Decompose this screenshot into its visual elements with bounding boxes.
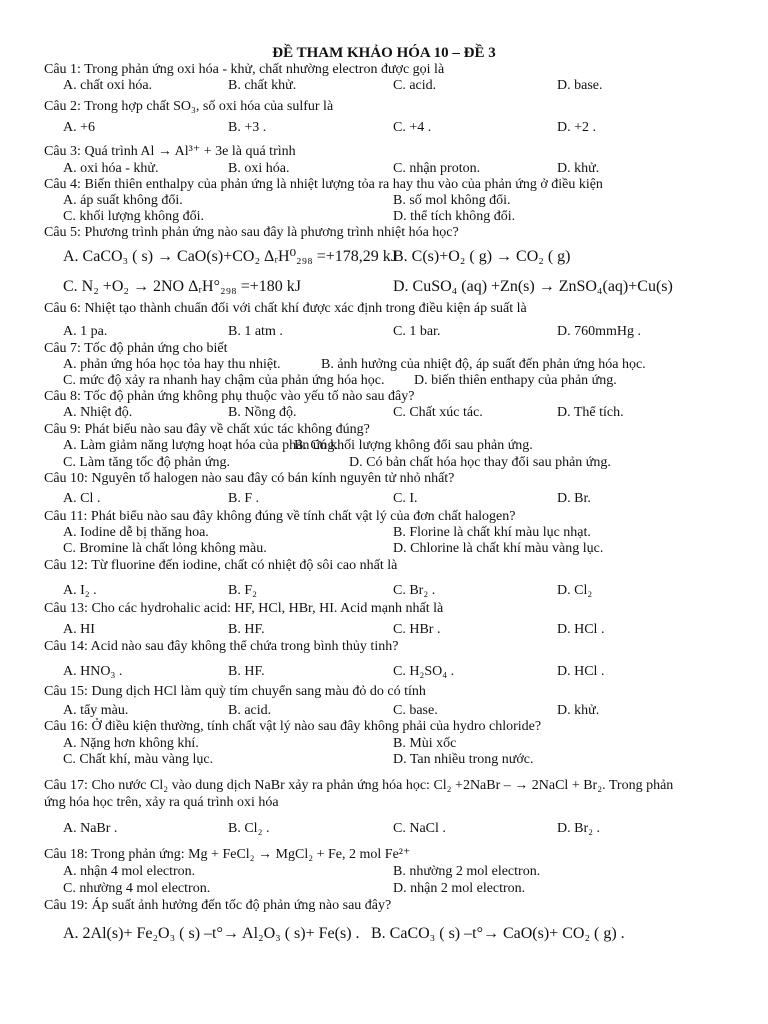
question-17-option-c[interactable]: C. NaCl . bbox=[393, 821, 446, 836]
question-10-option-b[interactable]: B. F . bbox=[228, 491, 260, 506]
question-12-option-d[interactable]: D. Cl₂ bbox=[557, 583, 593, 598]
question-1-option-d[interactable]: D. base. bbox=[557, 78, 603, 93]
question-1-stem: Câu 1: Trong phản ứng oxi hóa - khử, chất nhường electron được gọi là bbox=[44, 62, 445, 77]
question-6-stem: Câu 6: Nhiệt tạo thành chuẩn đối với chất khí được xác định trong điều kiện áp suất là bbox=[44, 301, 527, 316]
question-7-option-d[interactable]: D. biến thiên enthapy của phản ứng. bbox=[414, 373, 617, 388]
question-5-option-a[interactable]: A. CaCO₃ ( s) → CaO(s)+CO₂ ΔᵣH⁰₂₉₈ =+178,29 kJ bbox=[63, 248, 397, 265]
question-18-option-b[interactable]: B. nhường 2 mol electron. bbox=[393, 864, 541, 879]
question-17-option-d[interactable]: D. Br₂ . bbox=[557, 821, 600, 836]
question-1-option-c[interactable]: C. acid. bbox=[393, 78, 437, 93]
question-14-option-a[interactable]: A. HNO₃ . bbox=[63, 664, 123, 679]
question-1-option-b[interactable]: B. chất khử. bbox=[228, 78, 297, 93]
question-12-option-b[interactable]: B. F₂ bbox=[228, 583, 258, 598]
question-18-stem: Câu 18: Trong phản ứng: Mg + FeCl₂ → MgCl₂ + Fe, 2 mol Fe²⁺ bbox=[44, 847, 411, 862]
question-9-option-c[interactable]: C. Làm tăng tốc độ phản ứng. bbox=[63, 455, 231, 470]
question-17-option-b[interactable]: B. Cl₂ . bbox=[228, 821, 270, 836]
question-16-option-d[interactable]: D. Tan nhiều trong nước. bbox=[393, 752, 534, 767]
question-18-option-a[interactable]: A. nhận 4 mol electron. bbox=[63, 864, 196, 879]
question-15-option-c[interactable]: C. base. bbox=[393, 703, 438, 718]
question-5-option-b[interactable]: B. C(s)+O₂ ( g) → CO₂ ( g) bbox=[393, 248, 571, 265]
question-13-stem: Câu 13: Cho các hydrohalic acid: HF, HCl, HBr, HI. Acid mạnh nhất là bbox=[44, 601, 444, 616]
question-6-option-d[interactable]: D. 760mmHg . bbox=[557, 324, 641, 339]
question-7-option-c[interactable]: C. mức độ xảy ra nhanh hay chậm của phản ứng hóa học. bbox=[63, 373, 385, 388]
question-3-option-d[interactable]: D. khử. bbox=[557, 161, 600, 176]
question-8-option-c[interactable]: C. Chất xúc tác. bbox=[393, 405, 483, 420]
question-14-option-b[interactable]: B. HF. bbox=[228, 664, 265, 679]
question-16-option-c[interactable]: C. Chất khí, màu vàng lục. bbox=[63, 752, 214, 767]
question-10-option-a[interactable]: A. Cl . bbox=[63, 491, 101, 506]
question-5-stem: Câu 5: Phương trình phản ứng nào sau đây là phương trình nhiệt hóa học? bbox=[44, 225, 459, 240]
question-14-option-c[interactable]: C. H₂SO₄ . bbox=[393, 664, 455, 679]
question-12-stem: Câu 12: Từ fluorine đến iodine, chất có nhiệt độ sôi cao nhất là bbox=[44, 558, 398, 573]
question-6-option-a[interactable]: A. 1 pa. bbox=[63, 324, 108, 339]
question-14-stem: Câu 14: Acid nào sau đây không thể chứa trong bình thủy tinh? bbox=[44, 639, 399, 654]
question-2-stem: Câu 2: Trong hợp chất SO₃, số oxi hóa của sulfur là bbox=[44, 99, 334, 114]
question-12-option-c[interactable]: C. Br₂ . bbox=[393, 583, 436, 598]
question-2-option-b[interactable]: B. +3 . bbox=[228, 120, 267, 135]
question-11-option-d[interactable]: D. Chlorine là chất khí màu vàng lục. bbox=[393, 541, 604, 556]
question-3-option-a[interactable]: A. oxi hóa - khử. bbox=[63, 161, 159, 176]
question-10-option-d[interactable]: D. Br. bbox=[557, 491, 591, 506]
question-4-option-b[interactable]: B. số mol không đổi. bbox=[393, 193, 511, 208]
question-17-option-a[interactable]: A. NaBr . bbox=[63, 821, 118, 836]
question-3-option-b[interactable]: B. oxi hóa. bbox=[228, 161, 290, 176]
question-13-option-d[interactable]: D. HCl . bbox=[557, 622, 605, 637]
question-5-option-c[interactable]: C. N₂ +O₂ → 2NO ΔᵣH°₂₉₈ =+180 kJ bbox=[63, 278, 301, 295]
question-11-option-b[interactable]: B. Florine là chất khí màu lục nhạt. bbox=[393, 525, 591, 540]
question-19-option-b[interactable]: B. CaCO₃ ( s) –t°→ CaO(s)+ CO₂ ( g) . bbox=[371, 925, 625, 942]
question-15-stem: Câu 15: Dung dịch HCl làm quỳ tím chuyển sang màu đỏ do có tính bbox=[44, 684, 426, 699]
question-2-option-d[interactable]: D. +2 . bbox=[557, 120, 597, 135]
question-3-stem: Câu 3: Quá trình Al → Al³⁺ + 3e là quá trình bbox=[44, 144, 296, 159]
question-8-option-d[interactable]: D. Thể tích. bbox=[557, 405, 624, 420]
question-2-option-c[interactable]: C. +4 . bbox=[393, 120, 432, 135]
question-13-option-b[interactable]: B. HF. bbox=[228, 622, 265, 637]
question-6-option-b[interactable]: B. 1 atm . bbox=[228, 324, 283, 339]
question-4-stem: Câu 4: Biến thiên enthalpy của phản ứng là nhiệt lượng tỏa ra hay thu vào của phản ứng ở điều kiện bbox=[44, 177, 603, 192]
question-4-option-c[interactable]: C. khối lượng không đổi. bbox=[63, 209, 204, 224]
question-11-option-a[interactable]: A. Iodine dễ bị thăng hoa. bbox=[63, 525, 209, 540]
question-5-option-d[interactable]: D. CuSO₄ (aq) +Zn(s) → ZnSO₄(aq)+Cu(s) bbox=[393, 278, 673, 295]
question-17-stem: Câu 17: Cho nước Cl₂ vào dung dịch NaBr xảy ra phản ứng hóa học: Cl₂ +2NaBr – → 2NaCl + Br₂. Trong phản bbox=[44, 778, 674, 793]
question-18-option-c[interactable]: C. nhường 4 mol electron. bbox=[63, 881, 211, 896]
question-17-stem-continued: ứng hóa học trên, xảy ra quá trình oxi hóa bbox=[44, 795, 279, 810]
question-4-option-d[interactable]: D. thể tích không đổi. bbox=[393, 209, 516, 224]
question-9-option-b[interactable]: B. Có khối lượng không đổi sau phản ứng. bbox=[294, 438, 533, 453]
question-15-option-d[interactable]: D. khử. bbox=[557, 703, 600, 718]
question-7-option-b[interactable]: B. ảnh hưởng của nhiệt độ, áp suất đến phản ứng hóa học. bbox=[321, 357, 646, 372]
question-2-option-a[interactable]: A. +6 bbox=[63, 120, 96, 135]
question-13-option-a[interactable]: A. HI bbox=[63, 622, 95, 637]
question-16-option-a[interactable]: A. Nặng hơn không khí. bbox=[63, 736, 199, 751]
question-9-option-a[interactable]: A. Làm giảm năng lượng hoạt hóa của phản ứng. bbox=[63, 438, 338, 453]
question-1-option-a[interactable]: A. chất oxi hóa. bbox=[63, 78, 153, 93]
question-9-option-d[interactable]: D. Có bản chất hóa học thay đổi sau phản ứng. bbox=[349, 455, 611, 470]
question-8-option-b[interactable]: B. Nồng độ. bbox=[228, 405, 297, 420]
question-10-stem: Câu 10: Nguyên tố halogen nào sau đây có bán kính nguyên tử nhỏ nhất? bbox=[44, 471, 455, 486]
question-11-option-c[interactable]: C. Bromine là chất lỏng không màu. bbox=[63, 541, 267, 556]
question-12-option-a[interactable]: A. I₂ . bbox=[63, 583, 97, 598]
question-7-option-a[interactable]: A. phản ứng hóa học tỏa hay thu nhiệt. bbox=[63, 357, 281, 372]
question-16-stem: Câu 16: Ở điều kiện thường, tính chất vật lý nào sau đây không phải của hydro chloride? bbox=[44, 719, 542, 734]
question-8-stem: Câu 8: Tốc độ phản ứng không phụ thuộc vào yếu tố nào sau đây? bbox=[44, 389, 415, 404]
question-18-option-d[interactable]: D. nhận 2 mol electron. bbox=[393, 881, 526, 896]
question-3-option-c[interactable]: C. nhận proton. bbox=[393, 161, 481, 176]
question-13-option-c[interactable]: C. HBr . bbox=[393, 622, 441, 637]
question-14-option-d[interactable]: D. HCl . bbox=[557, 664, 605, 679]
question-19-stem: Câu 19: Áp suất ảnh hưởng đến tốc độ phản ứng nào sau đây? bbox=[44, 898, 392, 913]
question-10-option-c[interactable]: C. I. bbox=[393, 491, 418, 506]
question-11-stem: Câu 11: Phát biểu nào sau đây không đúng về tính chất vật lý của đơn chất halogen? bbox=[44, 509, 516, 524]
question-7-stem: Câu 7: Tốc độ phản ứng cho biết bbox=[44, 341, 228, 356]
question-6-option-c[interactable]: C. 1 bar. bbox=[393, 324, 441, 339]
question-16-option-b[interactable]: B. Mùi xốc bbox=[393, 736, 457, 751]
question-19-option-a[interactable]: A. 2Al(s)+ Fe₂O₃ ( s) –t°→ Al₂O₃ ( s)+ Fe(s) . bbox=[63, 925, 360, 942]
document-title: ĐỀ THAM KHẢO HÓA 10 – ĐỀ 3 bbox=[272, 45, 496, 61]
question-15-option-a[interactable]: A. tẩy màu. bbox=[63, 703, 129, 718]
question-15-option-b[interactable]: B. acid. bbox=[228, 703, 272, 718]
question-8-option-a[interactable]: A. Nhiệt độ. bbox=[63, 405, 133, 420]
question-9-stem: Câu 9: Phát biểu nào sau đây về chất xúc tác không đúng? bbox=[44, 422, 370, 437]
question-4-option-a[interactable]: A. áp suất không đổi. bbox=[63, 193, 183, 208]
